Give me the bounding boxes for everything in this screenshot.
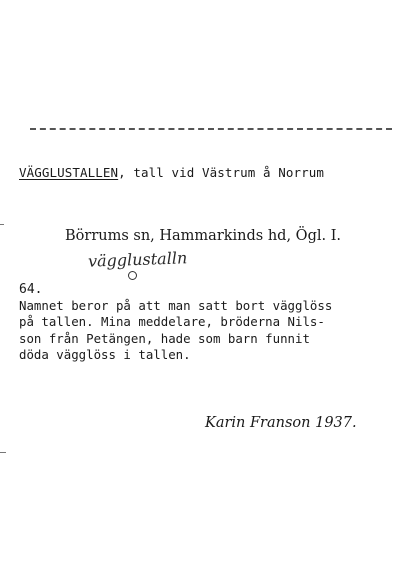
card-body-text: [19, 298, 397, 364]
headword-line: [19, 165, 389, 180]
headword: VÄGGLUSTALLEN: [19, 165, 119, 180]
signature-line: Karin Franson 1937.: [205, 415, 357, 431]
body-line: på tallen. Mina meddelare, bröderna Nils-: [19, 314, 325, 330]
body-line: döda vägglöss i tallen.: [19, 347, 191, 363]
margin-tick: [0, 452, 6, 453]
perforated-top-rule: [30, 128, 392, 130]
handwritten-circle-mark: [128, 271, 137, 280]
body-line: Namnet beror på att man satt bort vägglöss: [19, 298, 333, 313]
margin-tick: [0, 224, 4, 225]
place-line: Börrums sn, Hammarkinds hd, Ögl. I.: [65, 228, 342, 244]
handwritten-pronunciation: vägglustalln: [87, 248, 188, 271]
headword-description: , tall vid Västrum å Norrum: [118, 165, 325, 180]
body-line: son från Petängen, hade som barn funnit: [19, 330, 310, 346]
entry-number: 64.: [19, 282, 43, 297]
